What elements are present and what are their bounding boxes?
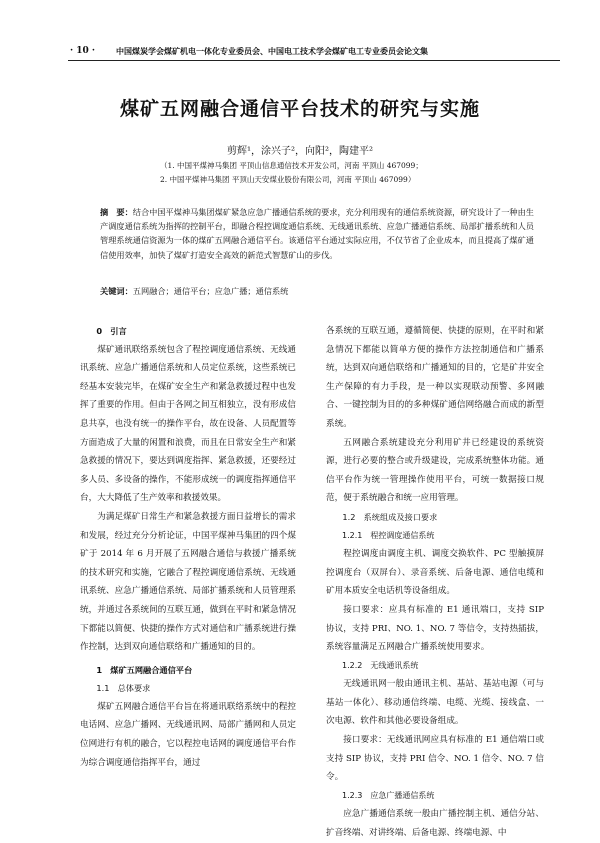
subsubsection-heading: 1.2.2 无线通讯系统 (342, 660, 419, 670)
page-number: · 10 · (70, 46, 96, 56)
paragraph: 煤矿五网融合通信平台旨在将通讯联络系统中的程控电话网、应急广播网、无线通讯网、局部广播网和人员定位网进行有机的融合，它以程控电话网的调度通信平台作为综合调度通信指挥平台，通过 (80, 701, 296, 768)
subsubsection-heading: 1.2.1 程控调度通信系统 (342, 530, 435, 540)
abstract-text: 结合中国平煤神马集团煤矿紧急应急广播通信系统的要求，充分利用现有的通信系统资源，研究设计了一种由生产调度通信系统为指挥的控制平台，即融合程控调度通信系统、无线通讯系统、应急广播通信系统、局部扩播系统和人员管理系统通信资源为一体的煤矿五网融合通信平台。该通信平台通过实际应用，不仅节省了企业成本，而且提高了煤矿通信使用效率，加快了煤矿打造安全高效的新范式智慧矿山的步伐。 (100, 207, 534, 260)
affiliation-1: （1. 中国平煤神马集团 平顶山信息通信技术开发公司，河南 平顶山 467099； (160, 161, 423, 170)
subsection-heading: 1.1 总体要求 (96, 683, 151, 694)
section-heading: 0 引言 (96, 326, 127, 336)
section-heading: 1 煤矿五网融合通信平台 (96, 664, 193, 675)
paragraph: 程控调度由调度主机、调度交换软件、PC 型触摸屏控调度台（双屏台）、录音系统、后备电源、通信电缆和矿用本质安全电话机等设备组成。 (326, 549, 544, 597)
paragraph: 应急广播通信系统一般由广播控制主机、通信分站、扩音终端、对讲终端、后备电源、终端电源、中 (326, 809, 544, 839)
header-rule (68, 60, 560, 61)
subsubsection-heading: 1.2.3 应急广播通信系统 (342, 790, 435, 800)
abstract (100, 205, 536, 262)
paper-title: 煤矿五网融合通信平台技术的研究与实施 (119, 98, 480, 120)
keywords-label: 关键词： (100, 286, 133, 296)
paragraph: 为满足煤矿日常生产和紧急救援方面日益增长的需求和发展，经过充分分析论证，中国平煤神马集团的四个煤矿于 2014 年 6 月开展了五网融合通信与救援广播系统的技术研究和实施，它融合了程控调度通信系统、无线通讯系统、应急广播通信系统、局部扩播系统和人员管理系统，并通过各系统间的互联互通，做到在平时和紧急情况下都能以简便、快捷的操作方式对通信和广播系统进行操作控制，达到双向通信联络和广播通知的目的。 (80, 511, 296, 653)
paragraph: 接口要求：无线通讯网应具有标准的 E1 通信端口或支持 SIP 协议，支持 PRI 信令、NO. 1 信令、NO. 7 信令。 (326, 735, 544, 783)
affiliation-2: 2. 中国平煤神马集团 平顶山天安煤业股份有限公司，河南 平顶山 467099） (160, 175, 416, 184)
paragraph: 无线通讯网一般由通讯主机、基站、基站电源（可与基站一体化）、移动通信终端、电缆、光缆、接线盒、一次电源、软件和其他必要设备组成。 (326, 679, 544, 727)
paragraph: 接口要求：应具有标准的 E1 通讯端口，支持 SIP 协议，支持 PRI、NO. 1、NO. 7 等信令，支持热插拔，系统容量满足五网融合广播系统使用要求。 (326, 604, 544, 653)
paragraph: 煤矿通讯联络系统包含了程控调度通信系统、无线通讯系统、应急广播通信系统和人员定位系统，这些系统已经基本安装完毕，在煤矿安全生产和紧急救援过程中也发挥了重要的作用。但由于各网之间互相独立，没有形成信息共享，也没有统一的操作平台，故在设备、人员配置等方面造成了大量的闲置和浪费，而且在日常安全生产和紧急救援的情况下，要达到调度指挥、紧急救援，还要经过多人员、多设备的操作，不能形成统一的调度指挥通信平台，大大降低了生产效率和救援效果。 (80, 344, 296, 504)
paragraph: 五网融合系统建设充分利用矿井已经建设的系统资源，进行必要的整合或升级建设，完成系统整体功能。通信平台作为统一管理操作使用平台，可统一数据接口规范，便于系统融合和统一应用管理。 (326, 437, 544, 504)
left-column (80, 322, 296, 772)
subsection-heading: 1.2 系统组成及接口要求 (342, 511, 438, 522)
right-column (326, 322, 544, 843)
keywords-text: 五网融合；通信平台；应急广播；通信系统 (132, 286, 289, 296)
authors: 剪辉¹，涂兴子²，向阳²，陶建平² (226, 146, 374, 157)
paragraph: 各系统的互联互通，遵循简便、快捷的原则，在平时和紧急情况下都能以简单方便的操作方法控制通信和广播系统，达到双向通信联络和广播通知的目的，它是矿井安全生产保障的有力手段，是一种以实现联动预警、多网融合、一键控制为目的的多种煤矿通信网络融合而成的新型系统。 (326, 326, 544, 429)
running-header: 中国煤炭学会煤矿机电一体化专业委员会、中国电工技术学会煤矿电工专业委员会论文集 (116, 46, 428, 56)
abstract-label: 摘 要： (100, 207, 133, 217)
keywords (100, 286, 536, 297)
